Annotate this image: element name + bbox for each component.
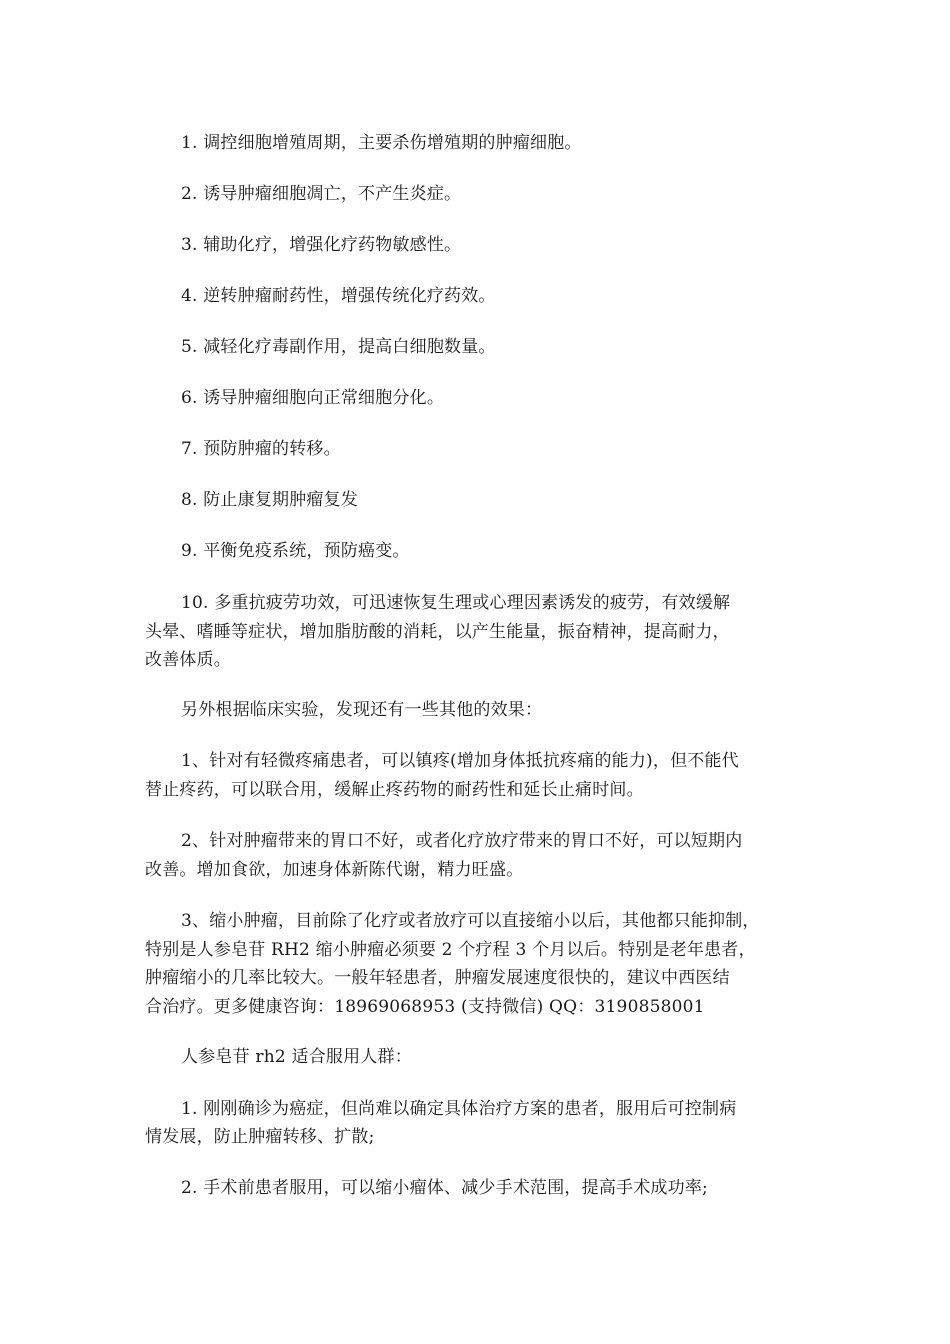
effect-2-line: 2、针对肿瘤带来的胃口不好，或者化疗放疗带来的胃口不好，可以短期内: [181, 831, 743, 851]
suitable-item-line: 情发展，防止肿瘤转移、扩散;: [145, 1127, 375, 1147]
benefit-item: 1. 调控细胞增殖周期，主要杀伤增殖期的肿瘤细胞。: [181, 133, 582, 153]
benefit-10-line: 改善体质。: [145, 650, 231, 670]
effect-3-line: 特别是人参皂苷 RH2 缩小肿瘤必须要 2 个疗程 3 个月以后。特别是老年患者，: [145, 940, 756, 960]
suitable-heading: 人参皂苷 rh2 适合服用人群：: [181, 1047, 412, 1067]
benefit-10-line: 头晕、嗜睡等症状，增加脂肪酸的消耗，以产生能量，振奋精神，提高耐力，: [145, 622, 730, 642]
benefit-item: 9. 平衡免疫系统，预防癌变。: [181, 541, 410, 561]
effect-3-line: 3、缩小肿瘤，目前除了化疗或者放疗可以直接缩小以后，其他都只能抑制，: [181, 911, 760, 931]
other-effects-intro: 另外根据临床实验，发现还有一些其他的效果：: [181, 700, 543, 720]
effect-3-line: 合治疗。更多健康咨询：18969068953 (支持微信) QQ：3190858001: [145, 997, 705, 1017]
benefit-item: 7. 预防肿瘤的转移。: [181, 439, 341, 459]
suitable-item-line: 1. 刚刚确诊为癌症，但尚难以确定具体治疗方案的患者，服用后可控制病: [181, 1099, 737, 1119]
effect-1-line: 替止疼药，可以联合用，缓解止疼药物的耐药性和延长止痛时间。: [145, 780, 644, 800]
benefit-item: 8. 防止康复期肿瘤复发: [181, 490, 359, 510]
suitable-item-line: 2. 手术前患者服用，可以缩小瘤体、减少手术范围，提高手术成功率;: [181, 1178, 708, 1198]
effect-3-line: 肿瘤缩小的几率比较大。一般年轻患者，肿瘤发展速度很快的，建议中西医结: [145, 968, 730, 988]
effect-1-line: 1、针对有轻微疼痛患者，可以镇疼(增加身体抵抗疼痛的能力)，但不能代: [181, 751, 739, 771]
benefit-item: 4. 逆转肿瘤耐药性，增强传统化疗药效。: [181, 286, 496, 306]
effect-2-line: 改善。增加食欲，加速身体新陈代谢，精力旺盛。: [145, 860, 524, 880]
benefit-item: 6. 诱导肿瘤细胞向正常细胞分化。: [181, 388, 445, 408]
benefit-item: 2. 诱导肿瘤细胞凋亡，不产生炎症。: [181, 184, 462, 204]
benefit-item: 3. 辅助化疗，增强化疗药物敏感性。: [181, 235, 462, 255]
benefit-item: 5. 减轻化疗毒副作用，提高白细胞数量。: [181, 337, 496, 357]
benefit-10-line: 10. 多重抗疲劳功效，可迅速恢复生理或心理因素诱发的疲劳，有效缓解: [181, 593, 731, 613]
